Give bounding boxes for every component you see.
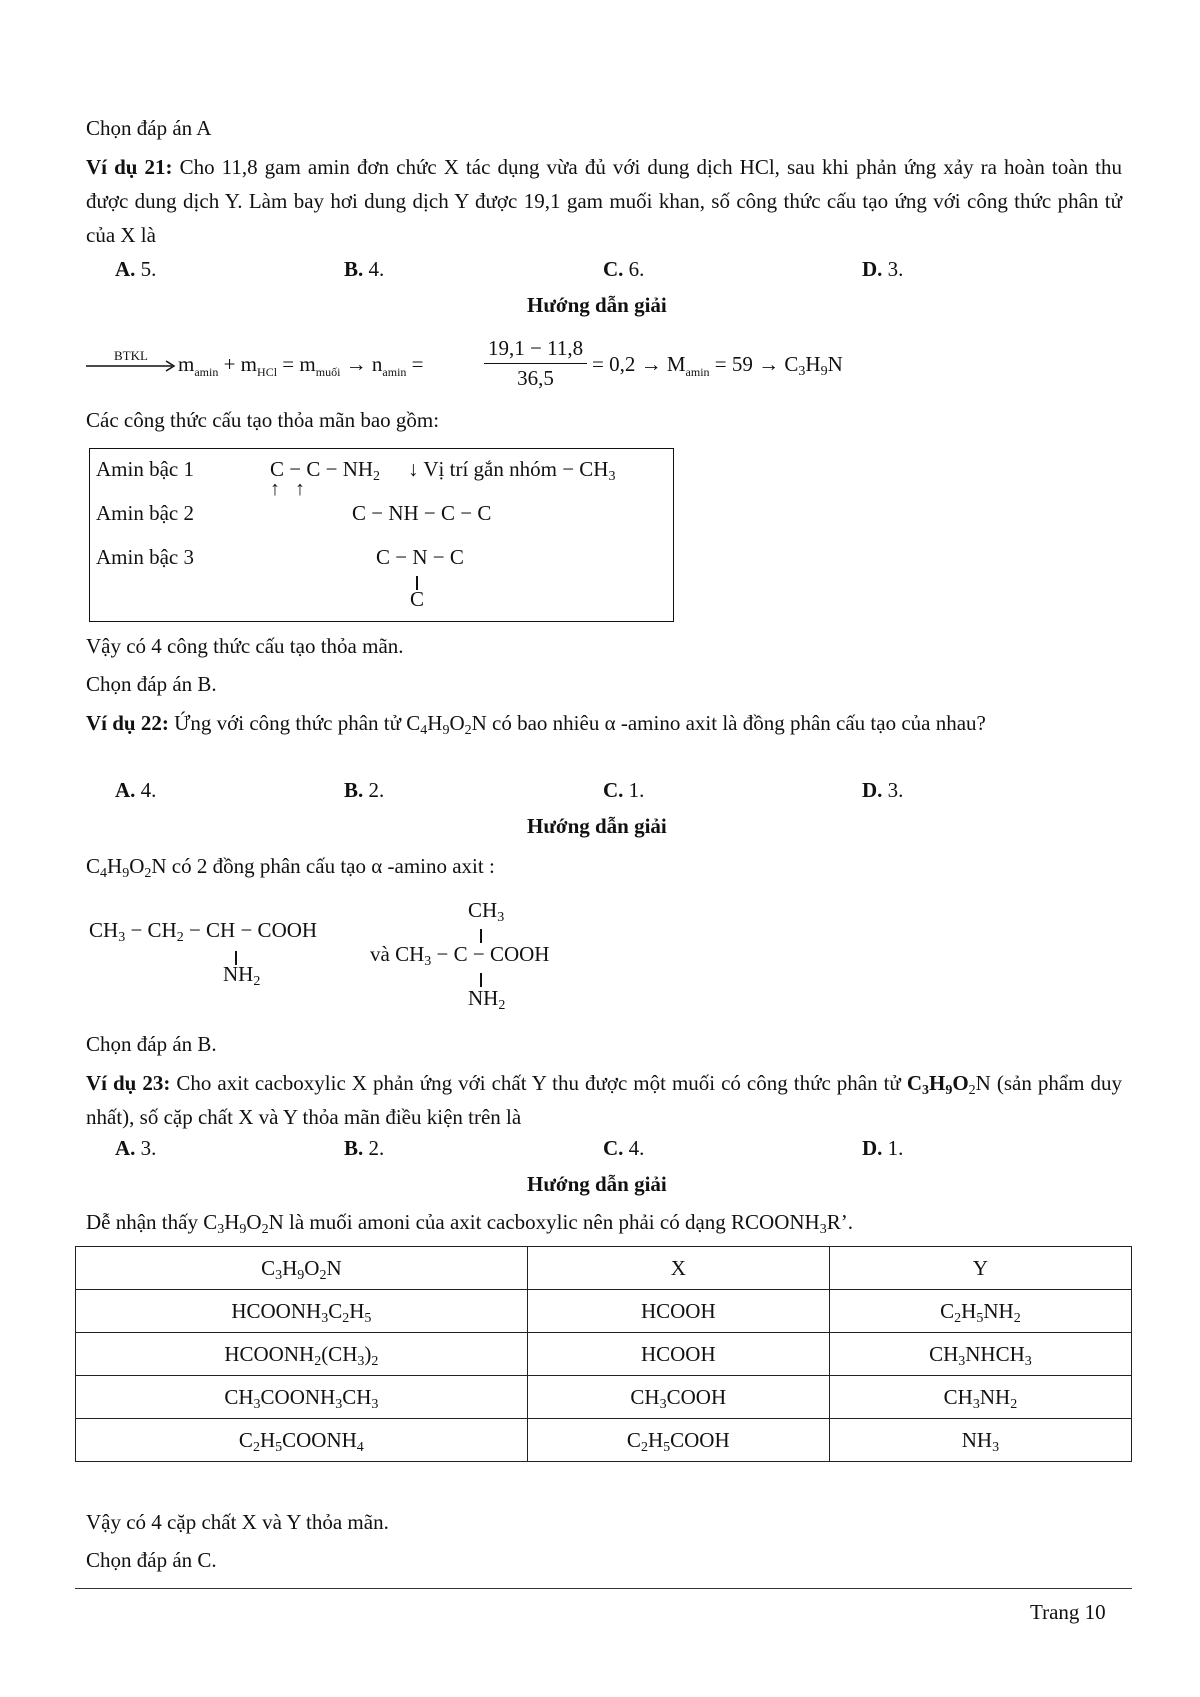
table-header-cell: Y (829, 1247, 1131, 1290)
salt-pairs-table (75, 1246, 1132, 1462)
table-cell: $C_2H_5COONH_4$ (76, 1419, 528, 1462)
table-header-cell: $C_3H_9O_2N$ (76, 1247, 528, 1290)
solution-heading-22: Hướng dẫn giải (527, 814, 667, 838)
table-cell: $CH_3COOH$ (527, 1376, 829, 1419)
question-21-text: Cho 11,8 gam amin đơn chức X tác dụng vừa đủ với dung dịch HCl, sau khi phản ứng xảy ra hoàn toàn thu được dung dịch Y. Làm bay hơi dung dịch Y được 19,1 gam muối khan, số công thức cấu tạo ứng với công thức phân tử của X là (86, 155, 1122, 247)
equation-result: = $0,2 \to M_{amin} = 59 \to C_3H_9N$ (592, 352, 843, 379)
substitution-arrows: ↑ ↑ (270, 478, 305, 500)
structures-intro: Các công thức cấu tạo thỏa mãn bao gồm: (86, 408, 440, 432)
table-cell: HCOOH (527, 1333, 829, 1376)
q22-option-a: A. 4. (115, 778, 157, 802)
q23-solution-line: Dễ nhận thấy $C_3H_9O_2N$ là muối amoni của axit cacboxylic nên phải có dạng $RCOONH_3R$’. (86, 1210, 853, 1237)
table-cell: $CH_3COONH_3CH_3$ (76, 1376, 528, 1419)
q23-answer: Chọn đáp án C. (86, 1548, 217, 1572)
question-22: Ví dụ 22: Ứng với công thức phân tử $C_4H_9O_2N$ có bao nhiêu α -amino axit là đồng phân cấu tạo của nhau? (86, 711, 986, 738)
question-23: Ví dụ 23: Cho axit cacboxylic X phản ứng với chất Y thu được một muối có công thức phân tử $C_3H_9O_2N$ (sản phẩm duy nhất), số cặp chất X và Y thỏa mãn điều kiện trên là (86, 1071, 1122, 1129)
question-21-label: Ví dụ 21: (86, 155, 173, 179)
q23-option-d: D. 1. (862, 1136, 904, 1160)
q23-option-c: C. 4. (603, 1136, 645, 1160)
table-row (76, 1419, 1132, 1462)
q22-solution-line: $C_4H_9O_2N$ có 2 đồng phân cấu tạo α -amino axit : (86, 854, 495, 881)
q23-option-b: B. 2. (344, 1136, 385, 1160)
q21-option-b: B. 4. (344, 257, 385, 281)
q21-option-d: D. 3. (862, 257, 904, 281)
question-21 (86, 150, 1122, 252)
q22-option-b: B. 2. (344, 778, 385, 802)
table-cell: $CH_3NH_2$ (829, 1376, 1131, 1419)
q21-option-c: C. 6. (603, 257, 645, 281)
document-page: Chọn đáp án A Ví dụ 21: Cho 11,8 gam amin đơn chức X tác dụng vừa đủ với dung dịch HCl, sau khi phản ứng xảy ra hoàn toàn thu được dung dịch Y. Làm bay hơi dung dịch Y được 19,1 gam muối khan, số công thức cấu tạo ứng với công thức phân tử của X là A. 5. B. 4. C. 6. D. 3. Hướng dẫn giải BTKL $m_{amin} + m_{HCl} = m_{muối} \to n_{amin}$ = $\frac{19,1 - 11,8}{36,5}$ = $0,2 \to M_{amin} = 59 \to C_3H_9N$ Các công thức cấu tạo thỏa mãn bao gồm: Amin bậc 1 $C - C - NH_2$ ↑ ↑ ↓ Vị trí gắn nhóm − $CH_3$ Amin bậc 2 C − NH − C − C Amin bậc 3 C − N − C C Vậy có 4 công thức cấu tạo thỏa mãn. Chọn đáp án B. Ví dụ 22: Ứng với công thức phân tử $C_4H_9O_2N$ có bao nhiêu α -amino axit là đồng phân cấu tạo của nhau? A. 4. B. 2. C. 1. D. 3. Hướng dẫn giải $C_4H_9O_2N$ có 2 đồng phân cấu tạo α -amino axit : $CH_3 - CH_2$ − CH − COOH $NH_2$ $CH_3$ và $CH_3 - C$ − COOH $NH_2$ Chọn đáp án B. Ví dụ 23: Cho axit cacboxylic X phản ứng với chất Y thu được một muối có công thức phân tử $C_3H_9O_2N$ (sản phẩm duy nhất), số cặp chất X và Y thỏa mãn điều kiện trên là A. 3. B. 2. C. 4. D. 1. Hướng dẫn giải Dễ nhận thấy $C_3H_9O_2N$ là muối amoni của axit cacboxylic nên phải có dạng $RCOONH_3R$’. $C_3H_9O_2N$ X Y $HCOONH_3C_2H_5$ HCOOH $C_2H_5NH_2$ $HCOONH_2(CH_3)_2$ HCOOH $CH_3NHCH_3$ $CH_3COONH_3CH_3$ $CH_3COOH$ $CH_3NH_2$ $C_2H_5COONH_4$ $C_2H_5COOH$ $NH_3$ Vậy có 4 cặp chất X và Y thỏa mãn. Chọn đáp án C. Trang 10 (0, 0, 1200, 1697)
table-cell: $NH_3$ (829, 1419, 1131, 1462)
amine-secondary-formula: C − NH − C − C (352, 501, 492, 525)
solution-heading-23: Hướng dẫn giải (527, 1172, 667, 1196)
btkl-arrow (86, 354, 178, 379)
page-number: Trang 10 (1030, 1600, 1106, 1624)
table-row (76, 1290, 1132, 1333)
footer-divider (75, 1588, 1132, 1589)
table-header-row (76, 1247, 1132, 1290)
equation-fraction: $\frac{19,1 - 11,8}{36,5}$ (484, 336, 587, 391)
table-cell: $C_2H_5COOH$ (527, 1419, 829, 1462)
table-row (76, 1333, 1132, 1376)
q22-answer: Chọn đáp án B. (86, 1032, 217, 1056)
amine-primary-label: Amin bậc 1 (96, 457, 194, 481)
table-cell: $C_2H_5NH_2$ (829, 1290, 1131, 1333)
equation-left: $m_{amin} + m_{HCl} = m_{muối} \to n_{amin}$ = (178, 352, 424, 379)
methyl-position-note: ↓ Vị trí gắn nhóm − $CH_3$ (408, 457, 616, 484)
q22-option-c: C. 1. (603, 778, 645, 802)
amine-primary-formula: $C - C - NH_2$ (270, 457, 381, 484)
table-cell: $HCOONH_2(CH_3)_2$ (76, 1333, 528, 1376)
amine-tertiary-label: Amin bậc 3 (96, 545, 194, 569)
solution-heading-21: Hướng dẫn giải (527, 293, 667, 317)
q23-option-a: A. 3. (115, 1136, 157, 1160)
q21-option-a: A. 5. (115, 257, 157, 281)
table-cell: $HCOONH_3C_2H_5$ (76, 1290, 528, 1333)
amine-secondary-label: Amin bậc 2 (96, 501, 194, 525)
btkl-label: BTKL (114, 348, 148, 363)
amine-tertiary-branch: C (410, 587, 425, 611)
q23-conclusion: Vậy có 4 cặp chất X và Y thỏa mãn. (86, 1510, 389, 1534)
previous-answer: Chọn đáp án A (86, 116, 212, 140)
q21-answer: Chọn đáp án B. (86, 672, 217, 696)
table-cell: $CH_3NHCH_3$ (829, 1333, 1131, 1376)
table-cell: HCOOH (527, 1290, 829, 1333)
amine-structures-box (89, 448, 674, 622)
table-row (76, 1376, 1132, 1419)
table-header-cell: X (527, 1247, 829, 1290)
q22-option-d: D. 3. (862, 778, 904, 802)
amine-tertiary-formula: C − N − C (376, 545, 464, 569)
q21-conclusion: Vậy có 4 công thức cấu tạo thỏa mãn. (86, 634, 404, 658)
